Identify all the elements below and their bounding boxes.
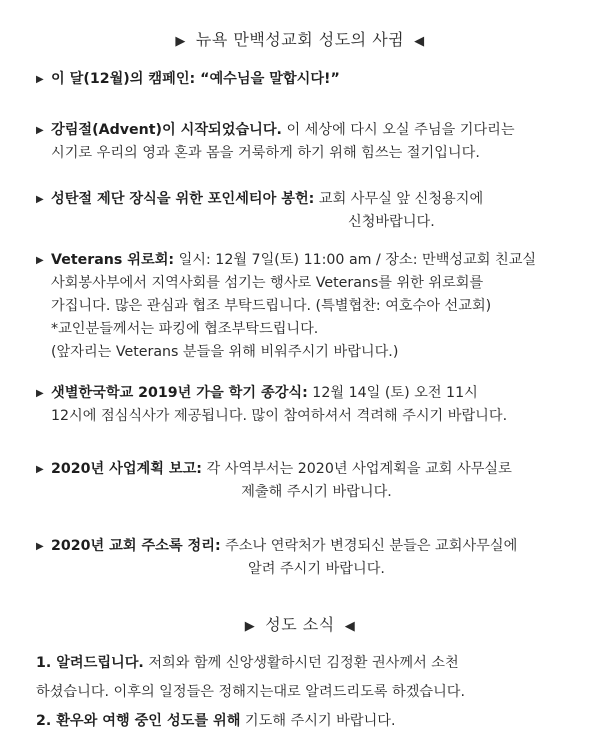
- announcement-advent: [36, 119, 582, 165]
- announcement-title: 강림절(Advent)이 시작되었습니다.: [51, 122, 282, 138]
- news-list: [36, 649, 582, 736]
- bullet-icon: ▶: [36, 541, 44, 552]
- announcement-title: 2020년 사업계획 보고:: [51, 461, 202, 477]
- arrow-left-icon: ◀: [344, 619, 356, 634]
- announcement-text: 12월 14일 (토) 오전 11시: [307, 385, 478, 401]
- bullet-icon: ▶: [36, 74, 44, 85]
- announcement-text: 교회 사무실 앞 신청용지에: [314, 191, 484, 207]
- bullet-icon: ▶: [36, 125, 44, 136]
- announcement-korean-school: [36, 382, 582, 428]
- arrow-left-icon: ◀: [414, 34, 425, 49]
- announcement-title: 이 달(12월)의 캠페인: “예수님을 말합시다!”: [51, 71, 340, 87]
- arrow-right-icon: ▶: [175, 34, 186, 49]
- arrow-right-icon: ▶: [244, 619, 256, 634]
- news-entry-text: 하셨습니다. 이후의 일정들은 정해지는대로 알려드리도록 하겠습니다.: [36, 684, 466, 700]
- announcement-poinsettia: [36, 188, 582, 234]
- announcement-business-plan: [36, 458, 582, 504]
- announcement-directory: [36, 535, 582, 581]
- announcement-title: 샛별한국학교 2019년 가을 학기 종강식:: [51, 385, 308, 401]
- announcement-text: (앞자리는 Veterans 분들을 위해 비워주시기 바랍니다.): [51, 344, 399, 360]
- announcement-text: *교인분들께서는 파킹에 협조부탁드립니다.: [51, 321, 319, 337]
- news-entry-text: 기도해 주시기 바랍니다.: [240, 713, 396, 729]
- announcement-veterans: [36, 249, 582, 364]
- announcement-text: 제출해 주시기 바랍니다.: [241, 484, 392, 500]
- bullet-icon: ▶: [36, 464, 44, 475]
- announcement-text: 주소나 연락처가 변경되신 분들은 교회사무실에: [220, 538, 518, 554]
- announcement-text: 알려 주시기 바랍니다.: [248, 561, 385, 577]
- bullet-icon: ▶: [36, 194, 44, 205]
- news-section-title-text: 성도 소식: [265, 615, 335, 634]
- announcement-text: 일시: 12월 7일(토) 11:00 am / 장소: 만백성교회 친교실: [174, 252, 537, 268]
- news-entry: [36, 707, 582, 736]
- news-entry-title: 2. 환우와 여행 중인 성도를 위해: [36, 713, 241, 729]
- announcement-title: Veterans 위로회:: [51, 252, 175, 268]
- announcement-text: 각 사역부서는 2020년 사업계획을 교회 사무실로: [201, 461, 512, 477]
- page-title: [0, 28, 600, 53]
- announcement-title: 성탄절 제단 장식을 위한 포인세티아 봉헌:: [51, 191, 315, 207]
- announcement-title: 2020년 교회 주소록 정리:: [51, 538, 221, 554]
- bullet-icon: ▶: [36, 388, 44, 399]
- news-section-title: [0, 613, 600, 638]
- announcement-text: 신청바랍니다.: [348, 214, 435, 230]
- announcement-campaign: [36, 68, 582, 91]
- bullet-icon: ▶: [36, 255, 44, 266]
- announcement-text: 12시에 점심식사가 제공됩니다. 많이 참여하셔서 격려해 주시기 바랍니다.: [51, 408, 508, 424]
- announcement-text: 이 세상에 다시 오실 주님을 기다리는: [281, 122, 515, 138]
- news-entry-text: 저희와 함께 신앙생활하시던 김정환 권사께서 소천: [143, 655, 459, 671]
- news-entry-title: 1. 알려드립니다.: [36, 655, 144, 671]
- announcement-text: 시기로 우리의 영과 혼과 몸을 거룩하게 하기 위해 힘쓰는 절기입니다.: [51, 145, 480, 161]
- news-entry: [36, 649, 582, 678]
- announcement-text: 사회봉사부에서 지역사회를 섬기는 행사로 Veterans를 위한 위로회를: [51, 275, 484, 291]
- announcement-text: 가집니다. 많은 관심과 협조 부탁드립니다. (특별협찬: 여호수아 선교회): [51, 298, 492, 314]
- page-title-text: 뉴욕 만백성교회 성도의 사귐: [195, 30, 405, 49]
